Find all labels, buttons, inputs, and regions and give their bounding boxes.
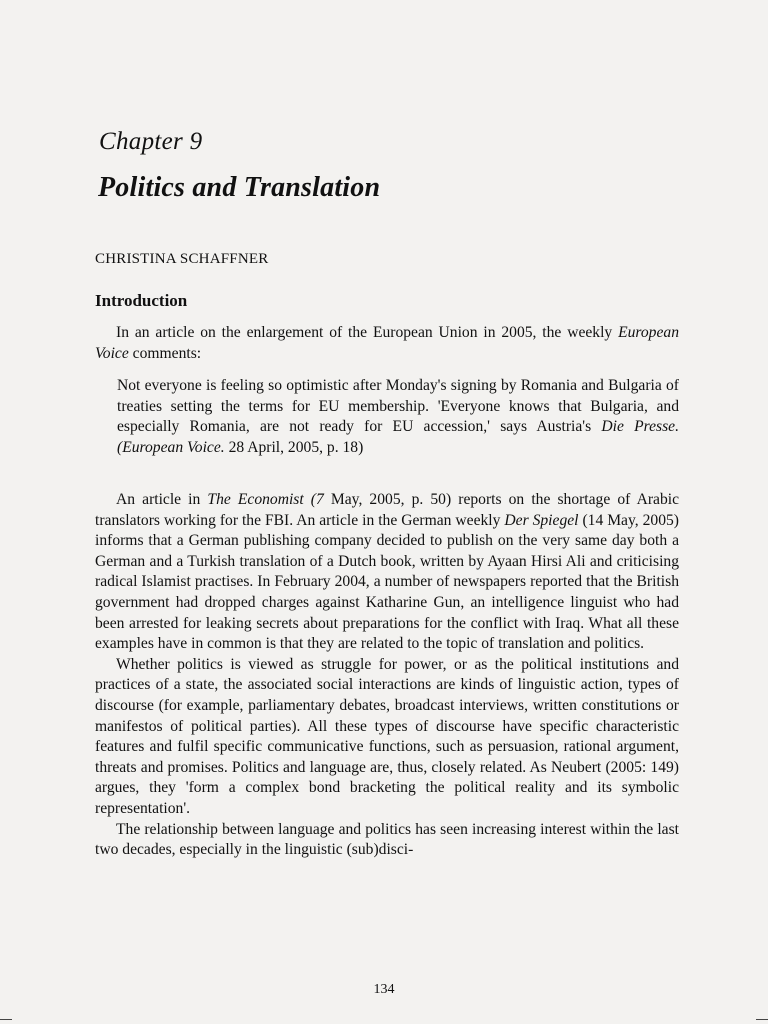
text-run: In an article on the enlargement of the European Union in 2005, the weekly	[116, 324, 619, 341]
publication-title: Die Presse.	[601, 418, 679, 436]
body-text	[95, 490, 679, 861]
chapter-title: Politics and Translation	[98, 172, 381, 203]
text-run: 28 April, 2005, p. 18)	[224, 438, 364, 456]
citation-source: (European Voice.	[117, 438, 225, 456]
text-run: (14 May, 2005) informs that a German publishing company decided to publish on the very same day both a German and a Turkish translation of a Dutch book, written by Ayaan Hirsi Ali and criticising radical Islamist practises. In February 2004, a number of newspapers reported that the British government had dropped charges against Katharine Gun, an intelligence linguist who had been arrested for leaking secrets about preparations for the conflict with Iraq. What all these examples have in common is that they are related to the topic of translation and politics.	[95, 511, 679, 653]
page-number: 134	[373, 982, 395, 997]
publication-title: The Economist (7	[207, 491, 324, 508]
chapter-number: Chapter 9	[99, 128, 203, 155]
author-name: CHRISTINA SCHAFFNER	[95, 251, 269, 267]
crop-mark-left	[0, 1019, 12, 1020]
text-run: Not everyone is feeling so optimistic after Monday's signing by Romania and Bulgaria of treaties setting the terms for EU membership. 'Everyone knows that Bulgaria, and especially Romania, are not ready for EU accession,' says Austria's	[117, 377, 679, 436]
block-quote	[117, 376, 679, 458]
paragraph	[95, 490, 679, 655]
crop-mark-right	[756, 1019, 768, 1020]
paragraph: The relationship between language and politics has seen increasing interest within the last two decades, especially in the linguistic (sub)disci-	[95, 820, 679, 859]
publication-title: Der Spiegel	[504, 511, 579, 529]
paragraph: Whether politics is viewed as struggle for power, or as the political institutions and practices of a state, the associated social interactions are kinds of linguistic action, types of discourse (for example, parliamentary debates, broadcast interviews, written constitutions or manifestos of political parties). All these types of discourse have specific characteristic features and fulfil specific communicative functions, such as persuasion, rational argument, threats and promises. Politics and language are, thus, closely related. As Neubert (2005: 149) argues, they 'form a complex bond bracketing the political reality and its symbolic representation'.	[95, 655, 679, 817]
text-run: comments:	[128, 344, 202, 362]
publication-title: European Voice	[95, 324, 679, 362]
text-run: May, 2005, p. 50) reports on the shortage of Arabic translators working for the FBI. An article in the German weekly	[95, 491, 679, 529]
text-run: An article in	[116, 491, 208, 508]
intro-paragraph	[95, 323, 679, 364]
section-heading: Introduction	[95, 291, 188, 310]
